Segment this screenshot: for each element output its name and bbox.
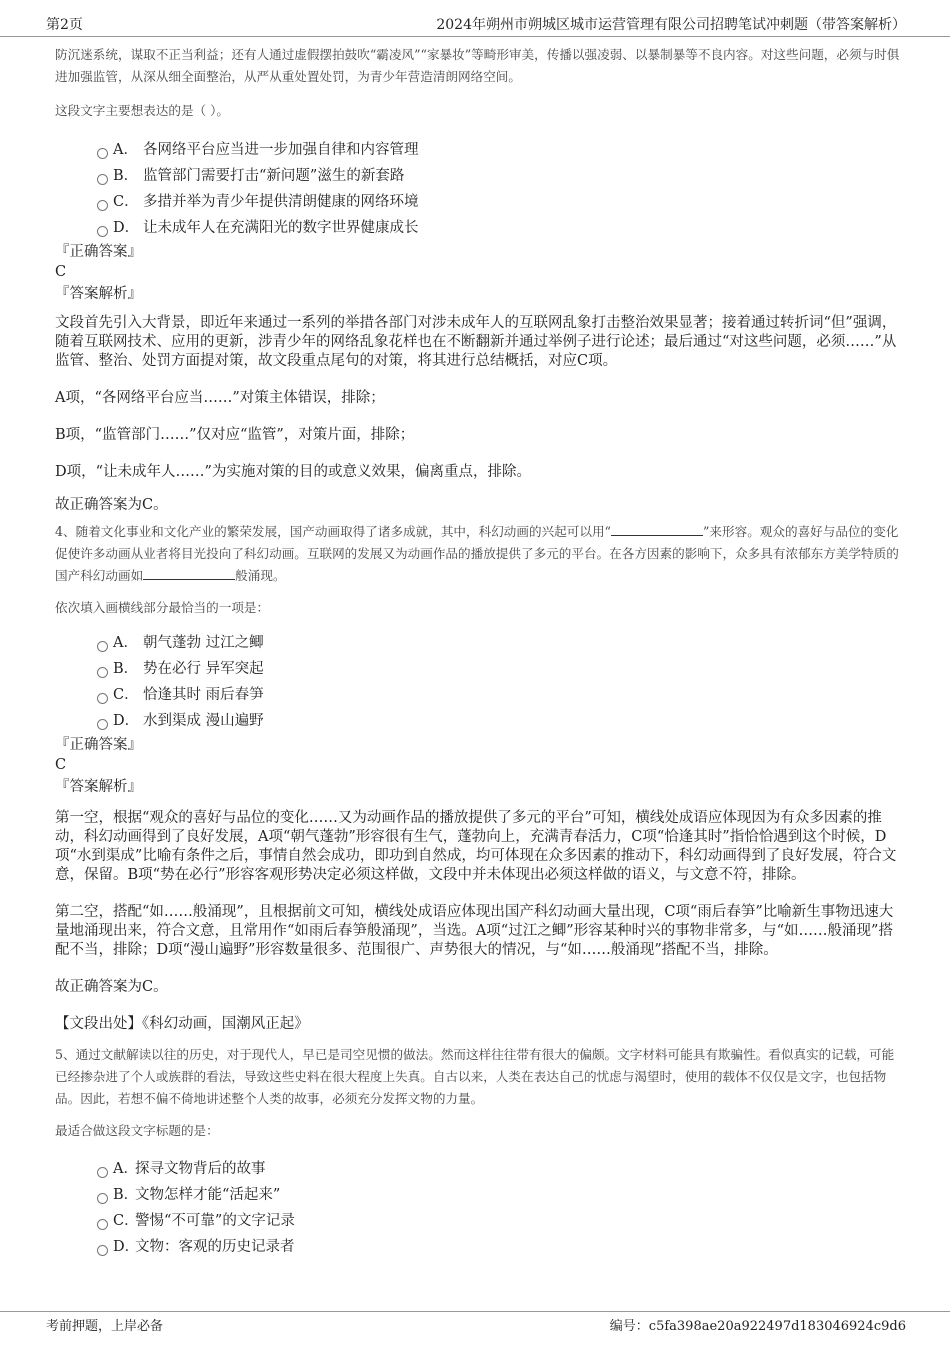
q5-option-a[interactable]: [55, 1156, 905, 1182]
option-letter: B．: [113, 168, 139, 184]
option-text: 各网络平台应当进一步加强自律和内容管理: [143, 142, 419, 158]
q5-prompt: 最适合做这段文字标题的是：: [55, 1123, 219, 1138]
option-text: 探寻文物背后的故事: [135, 1161, 266, 1177]
q4-analysis-para: 第二空，搭配“如……般涌现”，且根据前文可知，横线处成语应体现出国产科幻动画大量出现，C项“雨后春笋”比喻新生事物迅速大量地涌现出来，符合文意，且常用作“如雨后春笋般涌现”，当选。A项“过江之鲫”形容某种时兴的事物非常多，与“如……般涌现”搭配不当，排除；D项“漫山遍野”形容数量很多、范围很广、声势很大的情况，与“如……般涌现”搭配不当，排除。: [55, 904, 894, 958]
q3-answer-label: 『正确答案』: [55, 244, 142, 260]
fill-blank: [611, 523, 703, 536]
q3-option-a[interactable]: [55, 137, 905, 163]
q5-stem: 5、通过文献解读以往的历史，对于现代人，早已是司空见惯的做法。然而这样往往带有很大的偏颇。文字材料可能具有欺骗性。看似真实的记载，可能已经掺杂进了个人或族群的看法，导致这些史料在很大程度上失真。自古以来，人类在表达自己的忧虑与渴望时，使用的载体不仅仅是文字，也包括物品。因此，若想不偏不倚地讲述整个人类的故事，必须充分发挥文物的力量。: [55, 1047, 895, 1106]
q3-analysis-conclusion: 故正确答案为C。: [55, 497, 168, 513]
radio-icon[interactable]: [97, 148, 108, 159]
q3-analysis-label: 『答案解析』: [55, 286, 142, 302]
q3-prompt: 这段文字主要想表达的是（ ）。: [55, 103, 230, 118]
q3-analysis-para: A项，“各网络平台应当……”对策主体错误，排除；: [55, 390, 385, 406]
q4-option-d[interactable]: [55, 708, 905, 734]
option-text: 监管部门需要打击“新问题”滋生的新套路: [143, 168, 405, 184]
option-text: 警惕“不可靠”的文字记录: [135, 1213, 295, 1229]
option-letter: D．: [113, 1239, 140, 1255]
radio-icon[interactable]: [97, 693, 108, 704]
option-text: 多措并举为青少年提供清朗健康的网络环境: [143, 194, 419, 210]
q3-option-b[interactable]: [55, 163, 905, 189]
q4-option-a[interactable]: [55, 630, 905, 656]
q3-option-d[interactable]: [55, 215, 905, 241]
option-letter: B．: [113, 1187, 139, 1203]
radio-icon[interactable]: [97, 641, 108, 652]
option-letter: B．: [113, 661, 139, 677]
q4-option-c[interactable]: [55, 682, 905, 708]
radio-icon[interactable]: [97, 1245, 108, 1256]
q3-analysis-para: 文段首先引入大背景，即近年来通过一系列的举措各部门对涉未成年人的互联网乱象打击整治效果显著；接着通过转折词“但”强调，随着互联网技术、应用的更新，涉青少年的网络乱象花样也在不断翻新并通过举例子进行论述；最后通过“对这些问题，必须……”从监管、整治、处罚方面提对策，故文段重点尾句的对策，将其进行总结概括，对应C项。: [55, 315, 897, 369]
option-text: 朝气蓬勃 过江之鲫: [143, 635, 264, 651]
option-text: 文物怎样才能“活起来”: [135, 1187, 281, 1203]
option-letter: C．: [113, 194, 139, 210]
radio-icon[interactable]: [97, 1193, 108, 1204]
radio-icon[interactable]: [97, 1219, 108, 1230]
option-letter: C．: [113, 1213, 139, 1229]
option-text: 水到渠成 漫山遍野: [143, 713, 264, 729]
option-letter: D．: [113, 713, 140, 729]
q4-stem-part: 般涌现。: [235, 568, 286, 583]
page-footer: [0, 1311, 950, 1346]
radio-icon[interactable]: [97, 226, 108, 237]
document-id: 编号：c5fa398ae20a922497d183046924c9d6: [609, 1319, 906, 1334]
q4-stem: [55, 521, 905, 587]
q4-stem-part: ”来形容。观众的喜好与品位的变化促使许多动画从业者将目光投向了科幻动画。互联网的发展又为动画作品的播放提供了多元的平台。在各方因素的影响下，众多具有浓郁东方美学特质的国产科幻动画如: [55, 524, 899, 583]
q3-answer: C: [55, 264, 67, 280]
option-letter: A．: [113, 142, 138, 158]
option-letter: C．: [113, 687, 139, 703]
radio-icon[interactable]: [97, 667, 108, 678]
option-text: 让未成年人在充满阳光的数字世界健康成长: [143, 220, 419, 236]
q3-options: [55, 137, 905, 241]
option-letter: A．: [113, 1161, 138, 1177]
radio-icon[interactable]: [97, 719, 108, 730]
page-header: [0, 0, 950, 37]
q5-options: [55, 1156, 905, 1260]
q3-passage: 防沉迷系统，谋取不正当利益；还有人通过虚假摆拍鼓吹“霸凌风”“家暴妆”等畸形审美，传播以强凌弱、以暴制暴等不良内容。对这些问题，必须与时俱进加强监管，从深从细全面整治，从严从重处置处罚，为青少年营造清朗网络空间。: [55, 47, 900, 84]
q5-option-d[interactable]: [55, 1234, 905, 1260]
q3-analysis-para: B项，“监管部门……”仅对应“监管”，对策片面，排除；: [55, 427, 415, 443]
q4-analysis-para: 第一空，根据“观众的喜好与品位的变化……又为动画作品的播放提供了多元的平台”可知，横线处成语应体现因为有众多因素的推动，科幻动画得到了良好发展，A项“朝气蓬勃”形容很有生气，蓬勃向上，充满青春活力，C项“恰逢其时”指恰恰遇到这个时候，D项“水到渠成”比喻有条件之后，事情自然会成功，即功到自然成，均可体现在众多因素的推动下，科幻动画得到了良好发展，符合文意，保留。B项“势在必行”形容客观形势决定必须这样做，文段中并未体现出必须这样做的语义，与文意不符，排除。: [55, 810, 897, 883]
q4-analysis-conclusion: 故正确答案为C。: [55, 979, 168, 995]
radio-icon[interactable]: [97, 1167, 108, 1178]
q3-analysis-para: D项，“让未成年人……”为实施对策的目的或意义效果，偏离重点，排除。: [55, 464, 531, 480]
option-letter: A．: [113, 635, 138, 651]
q4-prompt: 依次填入画横线部分最恰当的一项是：: [55, 600, 270, 615]
q4-source: 【文段出处】《科幻动画，国潮风正起》: [55, 1016, 309, 1032]
q3-option-c[interactable]: [55, 189, 905, 215]
option-letter: D．: [113, 220, 140, 236]
q4-answer-label: 『正确答案』: [55, 737, 142, 753]
option-text: 恰逢其时 雨后春笋: [143, 687, 264, 703]
footer-slogan: 考前押题，上岸必备: [46, 1319, 164, 1334]
q5-option-b[interactable]: [55, 1182, 905, 1208]
q4-analysis-label: 『答案解析』: [55, 779, 142, 795]
page-content: [55, 40, 905, 1260]
option-text: 文物：客观的历史记录者: [135, 1239, 295, 1255]
radio-icon[interactable]: [97, 174, 108, 185]
q4-options: [55, 630, 905, 734]
q4-answer: C: [55, 757, 67, 773]
option-text: 势在必行 异军突起: [143, 661, 264, 677]
q4-option-b[interactable]: [55, 656, 905, 682]
fill-blank: [143, 567, 235, 580]
radio-icon[interactable]: [97, 200, 108, 211]
q4-stem-part: 4、随着文化事业和文化产业的繁荣发展，国产动画取得了诸多成就，其中，科幻动画的兴起可以用“: [55, 524, 611, 539]
page-number: 第2页: [46, 17, 83, 33]
q5-option-c[interactable]: [55, 1208, 905, 1234]
document-title: 2024年朔州市朔城区城市运营管理有限公司招聘笔试冲刺题（带答案解析）: [436, 17, 906, 33]
